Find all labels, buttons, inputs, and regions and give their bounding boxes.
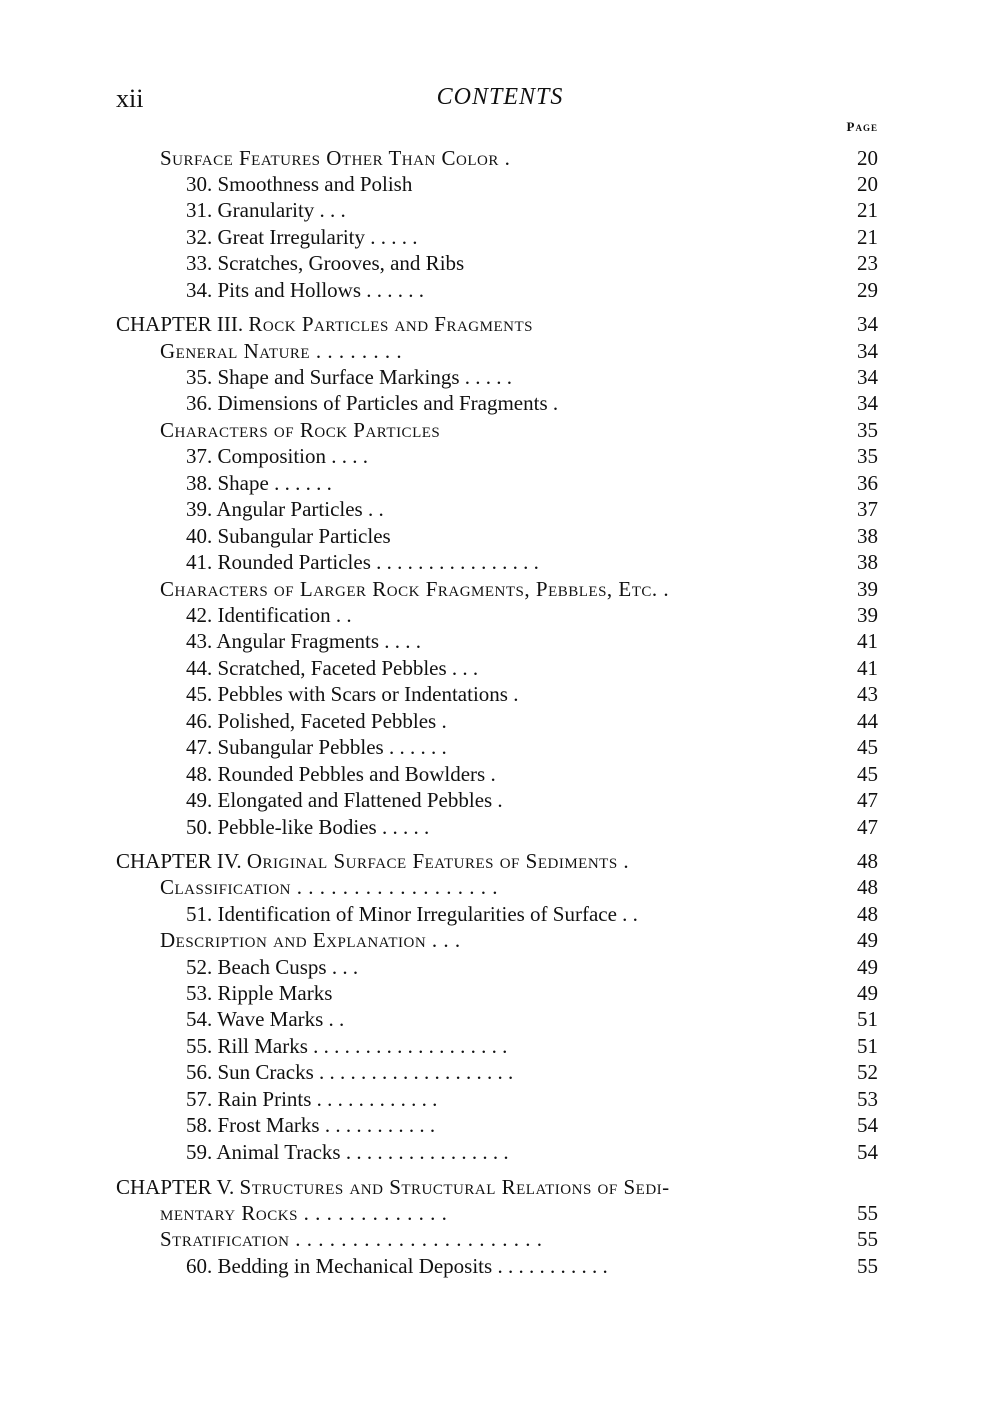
toc-section bbox=[0, 338, 1000, 364]
toc-section bbox=[0, 927, 1000, 953]
toc-entry-title: 58. Frost Marks . . . . . . . . . . . bbox=[186, 1113, 436, 1137]
toc-chapter bbox=[0, 1174, 1000, 1200]
toc-entry-title: 52. Beach Cusps . . . bbox=[186, 955, 359, 979]
toc-entry bbox=[0, 250, 1000, 276]
toc-page-number: 44 bbox=[857, 709, 878, 733]
toc-entry-title: 35. Shape and Surface Markings . . . . . bbox=[186, 365, 513, 389]
toc-entry-title bbox=[116, 311, 533, 337]
toc-entry bbox=[0, 1112, 1000, 1138]
toc-page-number: 29 bbox=[857, 278, 878, 302]
page-column-label: Page bbox=[846, 119, 878, 134]
toc-page-number: 49 bbox=[857, 981, 878, 1005]
toc-page-number: 52 bbox=[857, 1060, 878, 1084]
toc-entry-title: 32. Great Irregularity . . . . . bbox=[186, 225, 418, 249]
toc-entry-title: 56. Sun Cracks . . . . . . . . . . . . . . . . . . . bbox=[186, 1060, 514, 1084]
toc-page-number: 48 bbox=[857, 902, 878, 926]
toc-page-number: 51 bbox=[857, 1034, 878, 1058]
toc-page-number: 35 bbox=[857, 418, 878, 442]
toc-entry-title: 49. Elongated and Flattened Pebbles . bbox=[186, 788, 503, 812]
chapter-number: CHAPTER V. bbox=[116, 1175, 235, 1199]
toc-entry bbox=[0, 224, 1000, 250]
toc-page-number: 34 bbox=[857, 365, 878, 389]
toc-entry bbox=[0, 549, 1000, 575]
toc-entry-title: 60. Bedding in Mechanical Deposits . . . . . . . . . . . bbox=[186, 1254, 608, 1278]
toc-page-number: 34 bbox=[857, 312, 878, 336]
toc-entry bbox=[0, 496, 1000, 522]
toc-page-number: 23 bbox=[857, 251, 878, 275]
page-number: xii bbox=[116, 84, 144, 113]
toc-page-number: 55 bbox=[857, 1201, 878, 1225]
toc-page-number: 38 bbox=[857, 550, 878, 574]
toc-page-number: 39 bbox=[857, 577, 878, 601]
toc-page-number: 21 bbox=[857, 225, 878, 249]
toc-entry bbox=[0, 954, 1000, 980]
toc-entry bbox=[0, 787, 1000, 813]
toc-page-number: 45 bbox=[857, 735, 878, 759]
toc-page-number: 49 bbox=[857, 928, 878, 952]
toc-entry-title: 43. Angular Fragments . . . . bbox=[186, 629, 422, 653]
toc-entry-title: 30. Smoothness and Polish bbox=[186, 172, 413, 196]
toc-page-number: 55 bbox=[857, 1254, 878, 1278]
toc-entry bbox=[0, 443, 1000, 469]
toc-entry bbox=[0, 364, 1000, 390]
toc-entry-title: 42. Identification . . bbox=[186, 603, 352, 627]
toc-entry bbox=[0, 197, 1000, 223]
toc-entry bbox=[0, 277, 1000, 303]
toc-entry-title: 48. Rounded Pebbles and Bowlders . bbox=[186, 762, 496, 786]
toc-section bbox=[0, 1226, 1000, 1252]
toc-chapter bbox=[0, 311, 1000, 337]
toc-entry bbox=[0, 628, 1000, 654]
toc-entry bbox=[0, 523, 1000, 549]
toc-entry-title: 36. Dimensions of Particles and Fragments . bbox=[186, 391, 559, 415]
toc-entry bbox=[0, 390, 1000, 416]
toc-entry-title: 51. Identification of Minor Irregularities of Surface . . bbox=[186, 902, 638, 926]
toc-entry bbox=[0, 901, 1000, 927]
toc-entry-title: Characters of Larger Rock Fragments, Pebbles, Etc. . bbox=[160, 577, 670, 601]
toc-entry bbox=[0, 681, 1000, 707]
toc-page-number: 47 bbox=[857, 788, 878, 812]
toc-entry bbox=[0, 1086, 1000, 1112]
toc-page-number: 54 bbox=[857, 1113, 878, 1137]
toc-page-number: 20 bbox=[857, 172, 878, 196]
toc-entry bbox=[0, 734, 1000, 760]
toc-entry-title: 55. Rill Marks . . . . . . . . . . . . . . . . . . . bbox=[186, 1034, 508, 1058]
chapter-number: CHAPTER III. bbox=[116, 312, 244, 336]
toc-entry-title: 53. Ripple Marks bbox=[186, 981, 333, 1005]
toc-entry-title: 33. Scratches, Grooves, and Ribs bbox=[186, 251, 465, 275]
toc-entry bbox=[0, 708, 1000, 734]
toc-entry-title: 45. Pebbles with Scars or Indentations . bbox=[186, 682, 519, 706]
toc-entry-title: Stratification . . . . . . . . . . . . . . . . . . . . . . bbox=[160, 1227, 543, 1251]
toc-entry bbox=[0, 1033, 1000, 1059]
toc-entry-title: Description and Explanation . . . bbox=[160, 928, 461, 952]
chapter-number: CHAPTER IV. bbox=[116, 849, 242, 873]
toc-entry-title: Characters of Rock Particles bbox=[160, 418, 441, 442]
toc-page-number: 34 bbox=[857, 339, 878, 363]
toc-section bbox=[0, 874, 1000, 900]
toc-page-number: 51 bbox=[857, 1007, 878, 1031]
toc-section bbox=[0, 145, 1000, 171]
toc-page-number: 45 bbox=[857, 762, 878, 786]
toc-page-number: 49 bbox=[857, 955, 878, 979]
toc-entry-title: mentary Rocks . . . . . . . . . . . . . bbox=[160, 1201, 448, 1225]
toc-entry-title: 31. Granularity . . . bbox=[186, 198, 346, 222]
toc-page-number: 53 bbox=[857, 1087, 878, 1111]
toc-page-number: 43 bbox=[857, 682, 878, 706]
toc-section bbox=[0, 417, 1000, 443]
toc-page-number: 41 bbox=[857, 656, 878, 680]
chapter-title: Original Surface Features of Sediments . bbox=[246, 849, 630, 873]
toc-entry-title: 57. Rain Prints . . . . . . . . . . . . bbox=[186, 1087, 438, 1111]
toc-entry-title: 50. Pebble-like Bodies . . . . . bbox=[186, 815, 430, 839]
toc-page-number: 38 bbox=[857, 524, 878, 548]
toc-page-number: 41 bbox=[857, 629, 878, 653]
chapter-title: Structures and Structural Relations of Sedi- bbox=[239, 1175, 670, 1199]
toc-page-number: 47 bbox=[857, 815, 878, 839]
toc-page-number: 48 bbox=[857, 875, 878, 899]
toc-section bbox=[0, 576, 1000, 602]
toc-page-number: 20 bbox=[857, 146, 878, 170]
toc-entry bbox=[0, 1059, 1000, 1085]
toc-entry bbox=[0, 602, 1000, 628]
toc-entry-title: 46. Polished, Faceted Pebbles . bbox=[186, 709, 447, 733]
toc-page-number: 34 bbox=[857, 391, 878, 415]
toc-entry-title: 59. Animal Tracks . . . . . . . . . . . . . . . . bbox=[186, 1140, 509, 1164]
toc-page-number: 36 bbox=[857, 471, 878, 495]
toc-entry bbox=[0, 761, 1000, 787]
running-head: CONTENTS bbox=[436, 84, 564, 110]
toc-entry bbox=[0, 1200, 1000, 1226]
toc-entry-title: 44. Scratched, Faceted Pebbles . . . bbox=[186, 656, 479, 680]
toc-entry-title: 47. Subangular Pebbles . . . . . . bbox=[186, 735, 447, 759]
toc-entry-title: Surface Features Other Than Color . bbox=[160, 146, 511, 170]
toc-entry bbox=[0, 1253, 1000, 1279]
toc-entry bbox=[0, 980, 1000, 1006]
toc-entry-title bbox=[116, 848, 629, 874]
toc-entry-title bbox=[116, 1174, 670, 1200]
toc-entry bbox=[0, 1139, 1000, 1165]
chapter-title: Rock Particles and Fragments bbox=[248, 312, 533, 336]
toc-page-number: 35 bbox=[857, 444, 878, 468]
toc-entry bbox=[0, 171, 1000, 197]
toc-entry bbox=[0, 1006, 1000, 1032]
toc-page-number: 55 bbox=[857, 1227, 878, 1251]
toc-entry bbox=[0, 814, 1000, 840]
toc-entry-title: 41. Rounded Particles . . . . . . . . . . . . . . . . bbox=[186, 550, 539, 574]
toc-entry bbox=[0, 470, 1000, 496]
toc-page-number: 39 bbox=[857, 603, 878, 627]
toc-entry bbox=[0, 655, 1000, 681]
toc-page-number: 48 bbox=[857, 849, 878, 873]
toc-entry-title: 34. Pits and Hollows . . . . . . bbox=[186, 278, 425, 302]
toc-page-number: 21 bbox=[857, 198, 878, 222]
toc-entry-title: 37. Composition . . . . bbox=[186, 444, 369, 468]
toc-entry-title: 39. Angular Particles . . bbox=[186, 497, 384, 521]
toc-page-number: 37 bbox=[857, 497, 878, 521]
toc-chapter bbox=[0, 848, 1000, 874]
toc-entry-title: 54. Wave Marks . . bbox=[186, 1007, 345, 1031]
toc-page-number: 54 bbox=[857, 1140, 878, 1164]
toc-entry-title: 38. Shape . . . . . . bbox=[186, 471, 332, 495]
toc-entry-title: Classification . . . . . . . . . . . . . . . . . . bbox=[160, 875, 499, 899]
toc-entry-title: General Nature . . . . . . . . bbox=[160, 339, 403, 363]
toc-entry-title: 40. Subangular Particles bbox=[186, 524, 391, 548]
